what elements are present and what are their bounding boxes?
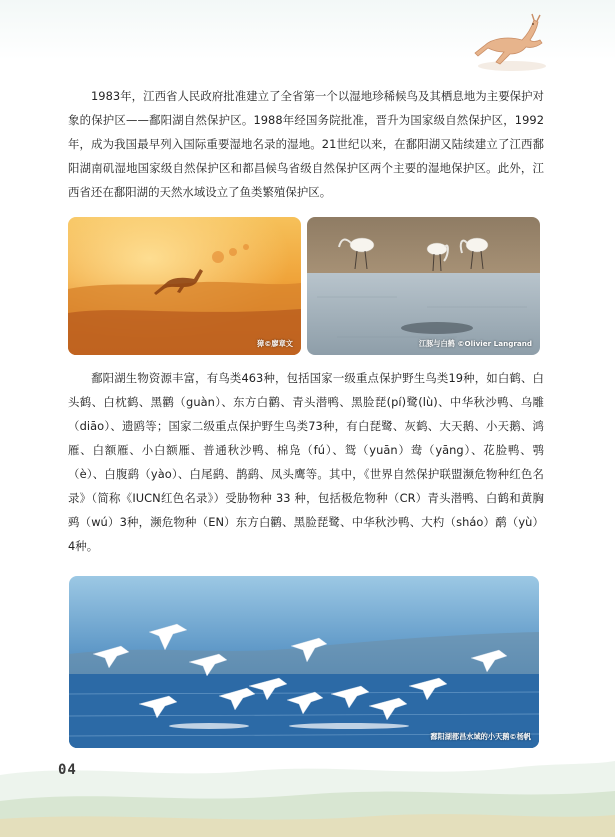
- photo-caption: 鄱阳湖都昌水域的小天鹅©杨帆: [430, 732, 531, 741]
- biodiversity-paragraph: 鄱阳湖生物资源丰富，有鸟类463种，包括国家一级重点保护野生鸟类19种，如白鹤、白头鹤、白枕鹤、黑鹳（guàn）、东方白鹳、青头潜鸭、黑脸琵(pí)鹭(lù)、中华秋沙鸭、乌雕（diāo）、遗鸥等；国家二级重点保护野生鸟类73种，有白琵鹭、灰鹤、大天鹅、小天鹅、鸿雁、白额雁、小白额雁、普通秋沙鸭、棉凫（fú）、鸳（yuān）鸯（yāng）、花脸鸭、鹗（è）、白腹鹞（yào）、白尾鹞、鹊鹞、凤头鹰等。其中，《世界自然保护联盟濒危物种红色名录》（简称《IUCN红色名录》）受胁物种 33 种，包括极危物种（CR）青头潜鸭、白鹤和黄胸鹀（wú）3种，濒危物种（EN）东方白鹳、黑脸琵鹭、中华秋沙鸭、大杓（sháo）鹬（yù）4种。: [68, 371, 544, 553]
- leaping-deer-icon: [470, 12, 550, 74]
- swans-flight-photo: [69, 576, 539, 748]
- intro-paragraph: 1983年，江西省人民政府批准建立了全省第一个以湿地珍稀候鸟及其栖息地为主要保护对象的保护区——鄱阳湖自然保护区。1988年经国务院批准，晋升为国家级自然保护区，1992年，成为我国最早列入国际重要湿地名录的湿地。21世纪以来，在鄱阳湖又陆续建立了江西鄱阳湖南矶湿地国家级自然保护区和都昌候鸟省级自然保护区两个主要的湿地保护区。此外，江西省还在鄱阳湖的天然水域设立了鱼类繁殖保护区。: [68, 89, 544, 199]
- cranes-finless-porpoise-photo: [307, 217, 540, 355]
- watercolor-landscape-decoration: [0, 735, 615, 837]
- deer-sunset-photo: [68, 217, 301, 355]
- page-number: 04: [58, 762, 77, 778]
- photo-caption: 江豚与白鹤 ©Olivier Langrand: [418, 339, 532, 348]
- photo-caption: 獐©廖章文: [257, 339, 293, 348]
